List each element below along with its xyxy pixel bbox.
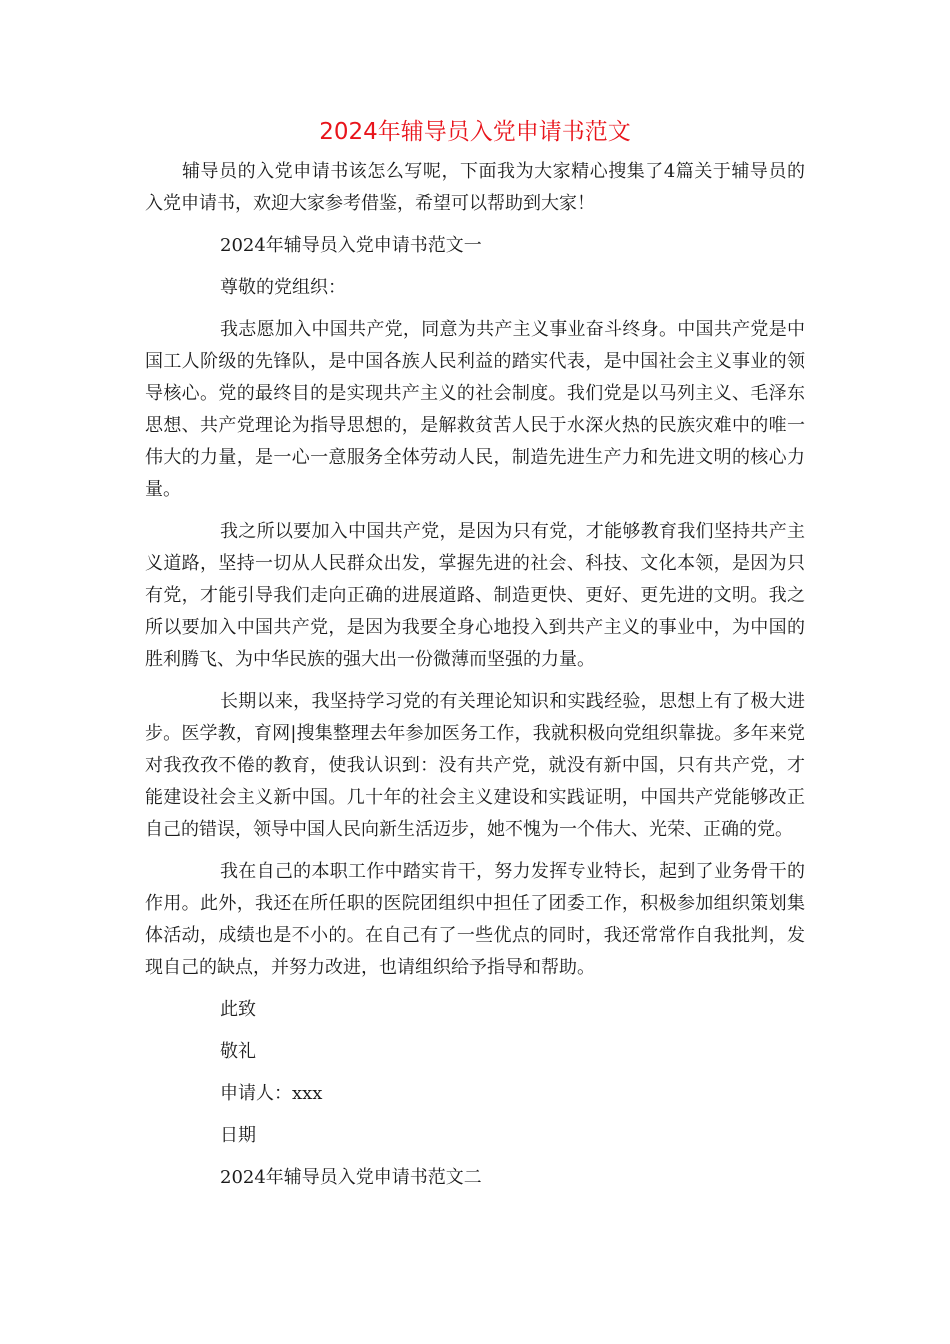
body-paragraph: 我在自己的本职工作中踏实肯干，努力发挥专业特长，起到了业务骨干的作用。此外，我还在所任职的医院团组织中担任了团委工作，积极参加组织策划集体活动，成绩也是不小的。在自己有了一些优点的同时，我还常常作自我批判，发现自己的缺点，并努力改进，也请组织给予指导和帮助。 xyxy=(145,861,805,978)
document-body xyxy=(145,156,805,1194)
section-heading-2: 2024年辅导员入党申请书范文二 xyxy=(220,1167,482,1188)
body-paragraph: 我志愿加入中国共产党，同意为共产主义事业奋斗终身。中国共产党是中国工人阶级的先锋队，是中国各族人民利益的踏实代表，是中国社会主义事业的领导核心。党的最终目的是实现共产主义的社会制度。我们党是以马列主义、毛泽东思想、共产党理论为指导思想的，是解救贫苦人民于水深火热的民族灾难中的唯一伟大的力量，是一心一意服务全体劳动人民，制造先进生产力和先进文明的核心力量。 xyxy=(145,319,805,500)
body-paragraph: 长期以来，我坚持学习党的有关理论知识和实践经验，思想上有了极大进步。医学教，育网|搜集整理去年参加医务工作，我就积极向党组织靠拢。多年来党对我孜孜不倦的教育，使我认识到：没有共产党，就没有新中国，只有共产党，才能建设社会主义新中国。几十年的社会主义建设和实践证明，中国共产党能够改正自己的错误，领导中国人民向新生活迈步，她不愧为一个伟大、光荣、正确的党。 xyxy=(145,691,805,840)
section-heading-1: 2024年辅导员入党申请书范文一 xyxy=(220,235,482,256)
closing-regards: 敬礼 xyxy=(220,1041,256,1062)
intro-paragraph: 辅导员的入党申请书该怎么写呢，下面我为大家精心搜集了4篇关于辅导员的入党申请书，欢迎大家参考借鉴，希望可以帮助到大家！ xyxy=(145,161,805,214)
applicant-line: 申请人：xxx xyxy=(220,1083,323,1104)
date-line: 日期 xyxy=(220,1125,256,1146)
closing-line: 此致 xyxy=(220,999,256,1020)
salutation: 尊敬的党组织： xyxy=(220,277,346,298)
document-title: 2024年辅导员入党申请书范文 xyxy=(319,119,631,145)
body-paragraph: 我之所以要加入中国共产党，是因为只有党，才能够教育我们坚持共产主义道路，坚持一切从人民群众出发，掌握先进的社会、科技、文化本领，是因为只有党，才能引导我们走向正确的进展道路、制造更快、更好、更先进的文明。我之所以要加入中国共产党，是因为我要全身心地投入到共产主义的事业中，为中国的胜利腾飞、为中华民族的强大出一份微薄而坚强的力量。 xyxy=(145,521,805,670)
